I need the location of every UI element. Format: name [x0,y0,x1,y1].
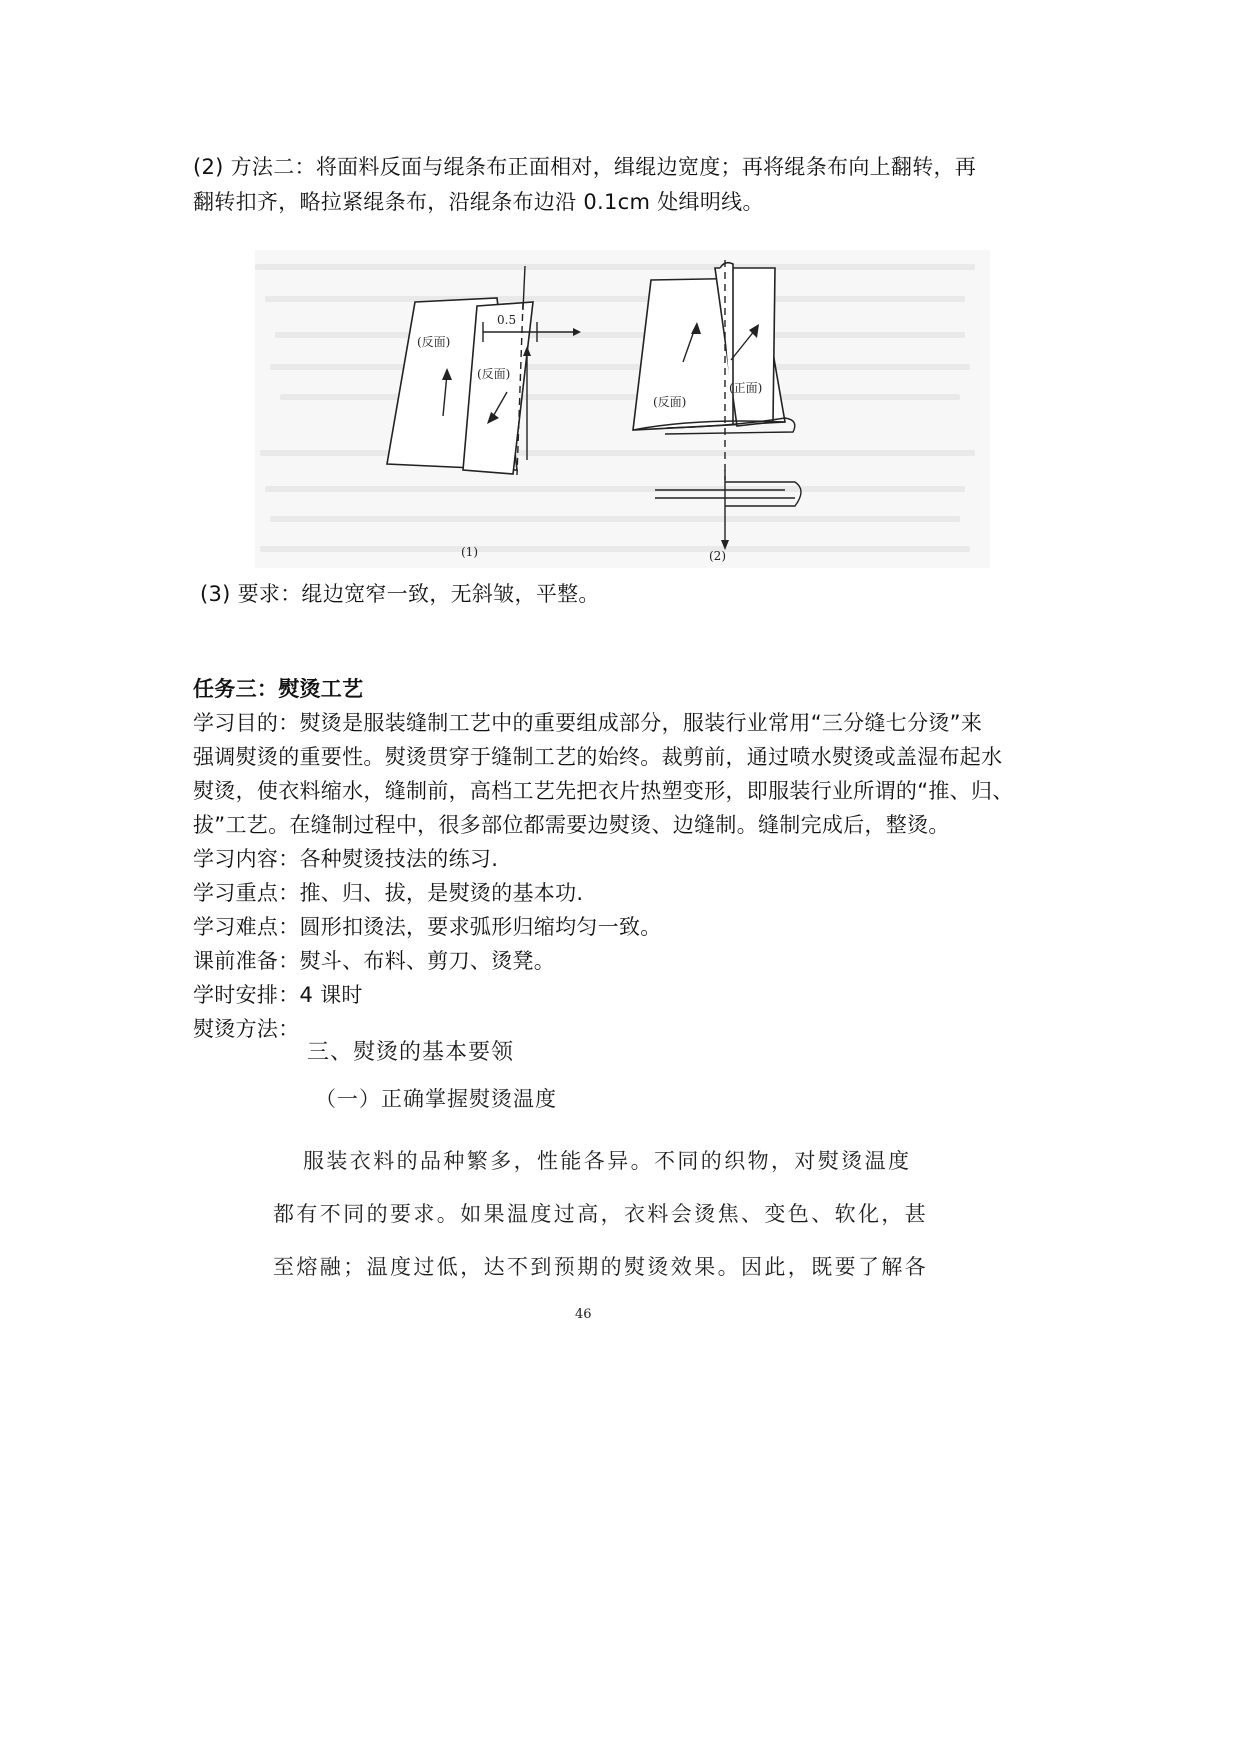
method2-line1: (2) 方法二：将面料反面与绲条布正面相对，缉绲边宽度；再将绲条布向上翻转，再 [193,155,977,179]
figure-caption-2: (2) [709,549,726,563]
class-hours: 学时安排：4 课时 [193,983,363,1007]
learning-difficulty: 学习难点：圆形扣烫法，要求弧形归缩均匀一致。 [193,915,662,939]
label-measure: 0.5 [497,313,517,327]
label-back-2: (反面) [477,367,511,381]
excerpt-heading: 三、熨烫的基本要领 [307,1040,515,1065]
label-back-1: (反面) [417,335,451,349]
method2-line2: 翻转扣齐，略拉紧绲条布，沿绲条布边沿 0.1cm 处缉明线。 [193,190,764,214]
figure-drawing [255,250,990,568]
excerpt-page-number: 46 [575,1307,592,1322]
scanned-excerpt [265,1035,929,1330]
learning-content: 学习内容：各种熨烫技法的练习. [193,847,499,871]
pre-class-preparation: 课前准备：熨斗、布料、剪刀、烫凳。 [193,949,556,973]
purpose-line-4: 拔”工艺。在缝制过程中，很多部位都需要边熨烫、边缝制。缝制完成后，整烫。 [193,813,950,837]
excerpt-line-3: 至熔融；温度过低，达不到预期的熨烫效果。因此，既要了解各 [273,1255,929,1279]
excerpt-line-1: 服装衣料的品种繁多，性能各异。不同的织物，对熨烫温度 [303,1149,912,1173]
purpose-line-1: 学习目的：熨烫是服装缝制工艺中的重要组成部分，服装行业常用“三分缝七分烫”来 [193,711,983,735]
excerpt-line-2: 都有不同的要求。如果温度过高，衣料会烫焦、变色、软化，甚 [273,1202,929,1226]
label-front: (正面) [729,381,763,395]
binding-figure [255,250,990,568]
requirement-line: (3) 要求：绲边宽窄一致，无斜皱，平整。 [200,582,600,606]
figure-caption-1: (1) [461,545,478,559]
purpose-line-3: 熨烫，使衣料缩水，缝制前，高档工艺先把衣片热塑变形，即服装行业所谓的“推、归、 [193,779,1014,803]
label-back-3: (反面) [653,395,687,409]
learning-key-points: 学习重点：推、归、拔，是熨烫的基本功. [193,881,584,905]
purpose-line-2: 强调熨烫的重要性。熨烫贯穿于缝制工艺的始终。裁剪前，通过喷水熨烫或盖湿布起水 [193,745,1003,769]
excerpt-subheading: （一）正确掌握熨烫温度 [315,1087,557,1111]
ironing-method-label: 熨烫方法： [193,1017,300,1041]
task3-title: 任务三：熨烫工艺 [193,677,364,701]
